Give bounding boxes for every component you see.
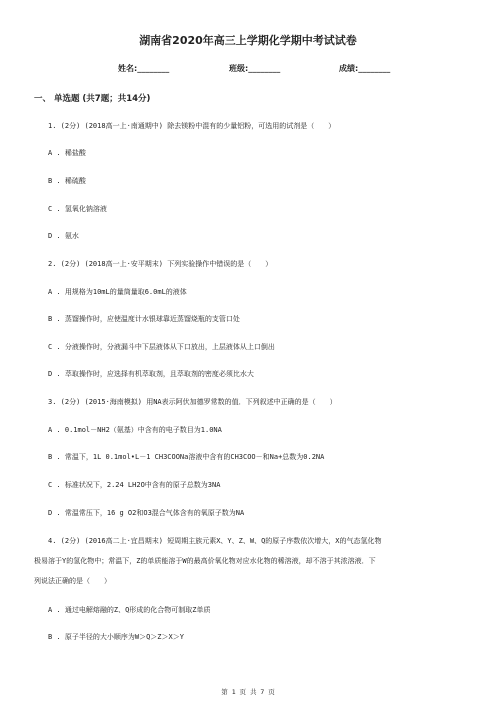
question-1-stem: 1. (2分) (2018高一上·南通期中) 除去镁粉中混有的少量铝粉，可选用的试剂是（ ） [48, 122, 336, 130]
question-4-option-a: A . 通过电解熔融的Z、Q形成的化合物可制取Z单质 [48, 606, 211, 614]
question-2-option-d: D . 萃取操作时，应选择有机萃取剂，且萃取剂的密度必须比水大 [48, 370, 254, 378]
question-2-option-c: C . 分液操作时，分液漏斗中下层液体从下口放出，上层液体从上口倒出 [48, 343, 275, 351]
question-4-option-b: B . 原子半径的大小顺序为W＞Q＞Z＞X＞Y [48, 633, 184, 641]
question-4-stem-line-3: 列说法正确的是（ ） [34, 577, 111, 585]
question-1-option-b: B . 稀硫酸 [48, 177, 86, 185]
section-header: 一、 单选题 (共7题；共14分) [34, 94, 151, 104]
question-2-option-a: A . 用规格为10mL的量筒量取6.0mL的液体 [48, 288, 187, 296]
score-field: 成绩:________ [339, 64, 391, 73]
exam-title: 湖南省2020年高三上学期化学期中考试试卷 [139, 34, 357, 47]
question-3-option-b: B . 常温下，1L 0.1mol•L－1 CH3COONa溶液中含有的CH3COO－和Na+总数为0.2NA [48, 453, 325, 461]
page-footer: 第 1 页 共 7 页 [221, 688, 275, 696]
question-4-stem-line-1: 4. (2分) (2016高二上·宜昌期末) 短周期主族元素X、Y、Z、W、Q的原子序数依次增大，X的气态氢化物 [48, 537, 382, 545]
question-1-option-d: D . 氨水 [48, 232, 79, 240]
question-3-option-a: A . 0.1mol－NH2（氨基）中含有的电子数目为1.0NA [48, 426, 222, 434]
class-field: 班级:________ [229, 64, 281, 73]
name-field: 姓名:________ [118, 64, 170, 73]
question-3-option-c: C . 标准状况下，2.24 LH2O中含有的原子总数为3NA [48, 481, 221, 489]
question-2-option-b: B . 蒸馏操作时，应使温度计水银球靠近蒸馏烧瓶的支管口处 [48, 315, 240, 323]
question-1-option-c: C . 氢氧化钠溶液 [48, 205, 107, 213]
question-3-option-d: D . 常温常压下，16 g O2和O3混合气体含有的氧原子数为NA [48, 509, 245, 517]
question-1-option-a: A . 稀盐酸 [48, 149, 86, 157]
question-2-stem: 2. (2分) (2018高一上·安平期末) 下列实验操作中错误的是（ ） [48, 260, 273, 268]
question-4-stem-line-2: 极易溶于Y的氢化物中；常温下，Z的单质能溶于W的最高价氧化物对应水化物的稀溶液，却不溶于其浓溶液．下 [34, 557, 376, 565]
question-3-stem: 3. (2分) (2015·海南模拟) 用NA表示阿伏加德罗常数的值．下列叙述中正确的是（ ） [48, 398, 337, 406]
